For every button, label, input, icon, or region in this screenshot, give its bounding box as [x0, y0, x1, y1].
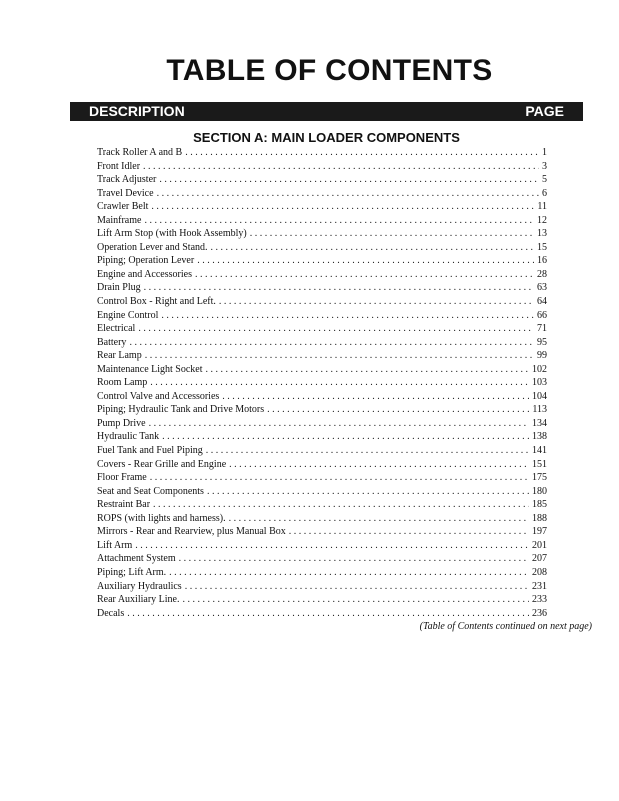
- toc-entry-page: 63: [537, 282, 547, 294]
- toc-entry-page: 5: [542, 174, 547, 186]
- dot-leader: [197, 254, 534, 268]
- dot-leader: [150, 376, 529, 390]
- toc-entry-label: Attachment System: [97, 553, 176, 565]
- toc-entry[interactable]: [97, 200, 547, 214]
- toc-entry-label: Rear Auxiliary Line.: [97, 594, 180, 606]
- toc-entry[interactable]: [97, 227, 547, 241]
- toc-entry-page: 95: [537, 336, 547, 348]
- toc-entry[interactable]: [97, 363, 547, 377]
- toc-entry-label: Rear Lamp: [97, 350, 142, 362]
- dot-leader: [145, 349, 534, 363]
- toc-entry-label: Maintenance Light Socket: [97, 363, 203, 375]
- toc-entry-page: 103: [532, 377, 547, 389]
- toc-entry-page: 188: [532, 512, 547, 524]
- toc-list: [97, 146, 547, 620]
- dot-leader: [267, 403, 529, 417]
- toc-entry-page: 197: [532, 526, 547, 538]
- dot-leader: [229, 512, 529, 526]
- toc-entry-page: 151: [532, 458, 547, 470]
- toc-entry[interactable]: [97, 241, 547, 255]
- toc-entry[interactable]: [97, 417, 547, 431]
- toc-entry-page: 64: [537, 296, 547, 308]
- toc-entry[interactable]: [97, 593, 547, 607]
- dot-leader: [207, 485, 529, 499]
- toc-entry-page: 11: [537, 201, 547, 213]
- toc-entry-page: 231: [532, 580, 547, 592]
- toc-entry-label: Piping; Hydraulic Tank and Drive Motors: [97, 404, 265, 416]
- toc-entry-label: Travel Device: [97, 187, 154, 199]
- toc-entry-label: Restraint Bar: [97, 499, 151, 511]
- dot-leader: [149, 417, 529, 431]
- dot-leader: [169, 566, 529, 580]
- dot-leader: [159, 173, 539, 187]
- toc-entry[interactable]: [97, 336, 547, 350]
- toc-entry[interactable]: [97, 281, 547, 295]
- dot-leader: [127, 607, 529, 621]
- toc-entry[interactable]: [97, 403, 547, 417]
- toc-entry[interactable]: [97, 254, 547, 268]
- toc-entry-label: Hydraulic Tank: [97, 431, 160, 443]
- dot-leader: [289, 525, 529, 539]
- toc-entry-label: Engine Control: [97, 309, 159, 321]
- toc-entry-page: 138: [532, 431, 547, 443]
- dot-leader: [153, 498, 529, 512]
- toc-entry[interactable]: [97, 525, 547, 539]
- toc-entry-label: Decals: [97, 607, 125, 619]
- toc-entry[interactable]: [97, 376, 547, 390]
- column-header-bar: [70, 102, 583, 121]
- toc-entry-label: Front Idler: [97, 160, 141, 172]
- toc-entry[interactable]: [97, 214, 547, 228]
- dot-leader: [185, 580, 529, 594]
- dot-leader: [157, 187, 539, 201]
- toc-entry[interactable]: [97, 607, 547, 621]
- toc-entry-label: Track Roller A and B: [97, 147, 183, 158]
- toc-entry[interactable]: [97, 539, 547, 553]
- toc-entry-page: 3: [542, 160, 547, 172]
- toc-entry-page: 180: [532, 485, 547, 497]
- toc-entry-page: 175: [532, 472, 547, 484]
- dot-leader: [135, 539, 529, 553]
- toc-entry-page: 13: [537, 228, 547, 240]
- toc-entry-label: Battery: [97, 336, 127, 348]
- toc-entry-page: 104: [532, 390, 547, 402]
- toc-entry-label: Room Lamp: [97, 377, 148, 389]
- toc-entry-page: 201: [532, 539, 547, 551]
- toc-entry-page: 1: [542, 147, 547, 158]
- toc-entry-label: Operation Lever and Stand.: [97, 241, 208, 253]
- toc-entry-label: Engine and Accessories: [97, 268, 192, 280]
- toc-entry[interactable]: [97, 160, 547, 174]
- toc-entry-page: 99: [537, 350, 547, 362]
- toc-entry-label: Lift Arm Stop (with Hook Assembly): [97, 228, 247, 240]
- toc-entry-page: 6: [542, 187, 547, 199]
- toc-entry-label: Lift Arm: [97, 539, 133, 551]
- toc-entry[interactable]: [97, 390, 547, 404]
- toc-entry-page: 207: [532, 553, 547, 565]
- toc-entry[interactable]: [97, 566, 547, 580]
- toc-entry-page: 134: [532, 417, 547, 429]
- dot-leader: [229, 458, 529, 472]
- toc-entry-page: 28: [537, 268, 547, 280]
- dot-leader: [144, 214, 534, 228]
- toc-entry-label: Pump Drive: [97, 417, 146, 429]
- toc-entry-label: Drain Plug: [97, 282, 141, 294]
- dot-leader: [161, 309, 534, 323]
- section-title: SECTION A: MAIN LOADER COMPONENTS: [193, 130, 460, 145]
- toc-entry[interactable]: [97, 268, 547, 282]
- toc-entry-label: Track Adjuster: [97, 174, 157, 186]
- toc-entry-label: Auxiliary Hydraulics: [97, 580, 182, 592]
- page-title: TABLE OF CONTENTS: [166, 54, 493, 87]
- toc-entry-page: 102: [532, 363, 547, 375]
- toc-entry-page: 15: [537, 241, 547, 253]
- dot-leader: [162, 430, 529, 444]
- toc-entry-page: 66: [537, 309, 547, 321]
- toc-entry-label: Piping; Lift Arm.: [97, 566, 167, 578]
- dot-leader: [195, 268, 534, 282]
- continued-note: (Table of Contents continued on next page): [419, 621, 592, 632]
- dot-leader: [222, 390, 529, 404]
- toc-entry-label: Electrical: [97, 323, 136, 335]
- dot-leader: [150, 471, 529, 485]
- dot-leader: [219, 295, 534, 309]
- toc-entry-page: 113: [532, 404, 547, 416]
- toc-entry[interactable]: [97, 146, 547, 160]
- toc-entry[interactable]: [97, 458, 547, 472]
- dot-leader: [182, 593, 529, 607]
- toc-entry-label: Control Box - Right and Left.: [97, 296, 216, 308]
- dot-leader: [206, 363, 529, 377]
- toc-entry[interactable]: [97, 349, 547, 363]
- toc-entry-label: Fuel Tank and Fuel Piping: [97, 445, 203, 457]
- dot-leader: [179, 552, 529, 566]
- toc-entry-page: 141: [532, 445, 547, 457]
- toc-entry[interactable]: [97, 430, 547, 444]
- toc-entry-label: Control Valve and Accessories: [97, 390, 220, 402]
- toc-entry-label: Crawler Belt: [97, 201, 149, 213]
- toc-entry-page: 16: [537, 255, 547, 267]
- toc-entry[interactable]: [97, 471, 547, 485]
- toc-entry-page: 12: [537, 214, 547, 226]
- dot-leader: [143, 160, 539, 174]
- toc-entry[interactable]: [97, 187, 547, 201]
- toc-entry[interactable]: [97, 485, 547, 499]
- toc-entry-label: Mirrors - Rear and Rearview, plus Manual Box: [97, 526, 286, 538]
- toc-entry-label: Covers - Rear Grille and Engine: [97, 458, 227, 470]
- dot-leader: [129, 336, 534, 350]
- toc-entry[interactable]: [97, 295, 547, 309]
- toc-entry-label: Mainframe: [97, 214, 142, 226]
- toc-entry-label: ROPS (with lights and harness).: [97, 512, 226, 524]
- toc-entry[interactable]: [97, 512, 547, 526]
- description-column-header: DESCRIPTION: [89, 103, 185, 119]
- toc-entry[interactable]: [97, 498, 547, 512]
- dot-leader: [250, 227, 534, 241]
- toc-entry[interactable]: [97, 580, 547, 594]
- dot-leader: [138, 322, 534, 336]
- dot-leader: [211, 241, 534, 255]
- toc-entry-page: 208: [532, 566, 547, 578]
- dot-leader: [151, 200, 534, 214]
- toc-entry-label: Seat and Seat Components: [97, 485, 204, 497]
- page-column-header: PAGE: [525, 103, 564, 119]
- toc-entry[interactable]: [97, 552, 547, 566]
- toc-entry[interactable]: [97, 322, 547, 336]
- dot-leader: [206, 444, 529, 458]
- dot-leader: [185, 146, 539, 160]
- toc-entry-page: 185: [532, 499, 547, 511]
- toc-entry-label: Floor Frame: [97, 472, 147, 484]
- toc-entry[interactable]: [97, 309, 547, 323]
- toc-entry[interactable]: [97, 173, 547, 187]
- toc-entry-label: Piping; Operation Lever: [97, 255, 195, 267]
- toc-entry-page: 236: [532, 607, 547, 619]
- toc-entry[interactable]: [97, 444, 547, 458]
- toc-entry-page: 233: [532, 594, 547, 606]
- toc-entry-page: 71: [537, 323, 547, 335]
- dot-leader: [144, 281, 534, 295]
